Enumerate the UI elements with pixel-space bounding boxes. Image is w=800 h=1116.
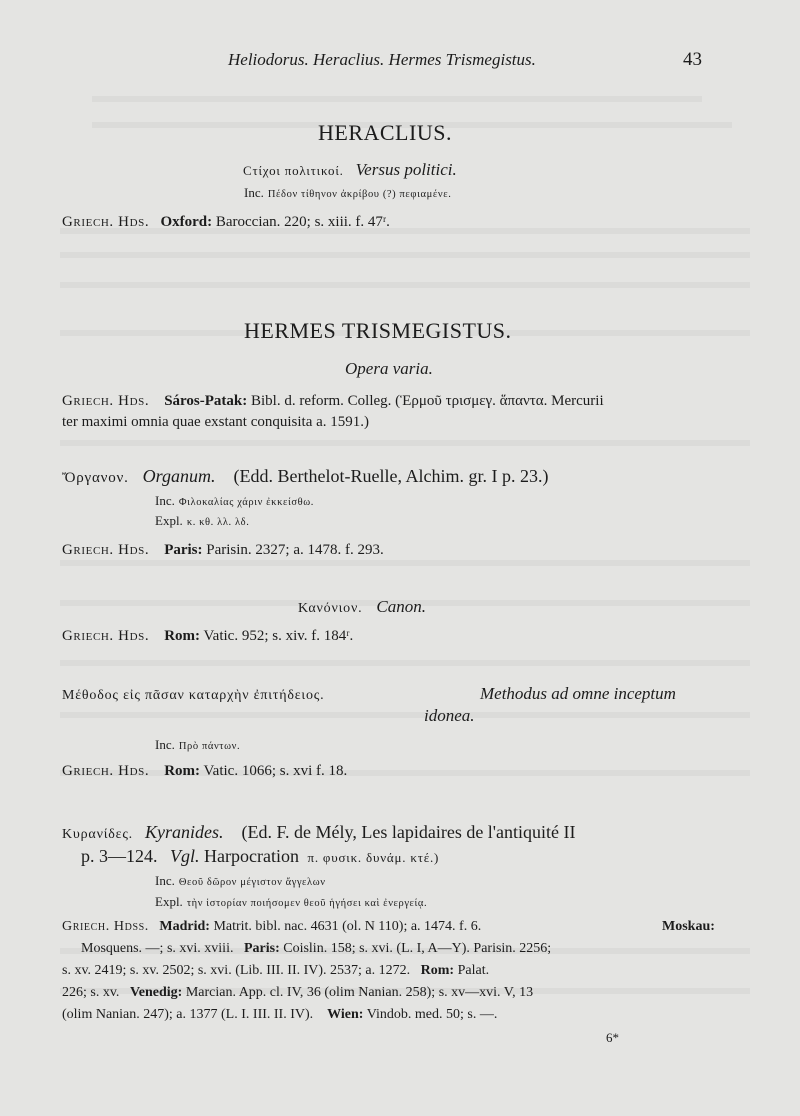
kyranides-manuscripts-line-1-end xyxy=(662,919,715,935)
methodos-title-line xyxy=(62,686,324,704)
methodos-incipit xyxy=(155,736,240,754)
methodos-latin-line-1: Methodus ad omne inceptum xyxy=(480,684,676,703)
kanonion-manuscripts xyxy=(62,628,353,645)
kyranides-edition-line-2 xyxy=(81,846,439,867)
kyranides-manuscripts-line-3 xyxy=(62,963,489,979)
hds-text: Vatic. 952; s. xiv. f. 184ʳ. xyxy=(203,628,354,644)
kyranides-latin: Kyranides. xyxy=(144,822,224,842)
running-title: Heliodorus. Heraclius. Hermes Trismegistus. xyxy=(228,50,536,69)
madrid-text: Matrit. bibl. nac. 4631 (ol. N 110); a. 1474. f. 6. xyxy=(213,919,482,934)
hds-place: Sáros-Patak: xyxy=(164,393,248,409)
kanonion-greek: Κανόνιον. xyxy=(298,601,363,616)
paris-text: Coislin. 158; s. xvi. (L. I, A—Y). Parisin. 2256; xyxy=(283,941,552,956)
hds-place: Paris: xyxy=(164,542,203,558)
heraclius-subtitle-greek: Cτίχοι πολιτικοί. xyxy=(243,163,344,178)
hds-label: Griech. Hds. xyxy=(62,393,150,409)
explicit-text: τὴν ἱστορίαν ποιήσομεν θεοῦ ἡγήσει καὶ ἐνεργείᾳ. xyxy=(186,898,428,909)
hds-place: Rom: xyxy=(164,763,201,779)
hds-text: Vatic. 1066; s. xvi f. 18. xyxy=(203,763,348,779)
kyranides-manuscripts-line-5 xyxy=(62,1007,497,1023)
heraclius-manuscripts xyxy=(62,214,390,231)
kyranides-greek: Κυρανίδες. xyxy=(62,827,133,842)
organon-manuscripts xyxy=(62,542,384,559)
incipit-text: Πέδον τίθηνον ἀκρίβου (?) πεφιαμένε. xyxy=(267,189,452,200)
edition-pages: p. 3—124. xyxy=(81,846,158,866)
kyranides-title-line xyxy=(62,822,576,843)
hds-label: Griech. Hds. xyxy=(62,542,150,558)
venedig-more-text: (olim Nanian. 247); a. 1377 (L. I. III. II. IV). xyxy=(62,1007,314,1022)
heraclius-incipit xyxy=(244,184,451,202)
methodos-latin-line-2: idonea. xyxy=(424,706,475,725)
hds-text: Baroccian. 220; s. xiii. f. 47ʳ. xyxy=(215,214,390,230)
edition-harpocration: Harpocration xyxy=(204,846,299,866)
place-wien: Wien: xyxy=(327,1007,364,1022)
page-number: 43 xyxy=(683,49,702,70)
heraclius-subtitle-latin: Versus politici. xyxy=(355,160,457,179)
inc-label: Inc. xyxy=(244,185,264,200)
organon-latin: Organum. xyxy=(142,466,216,486)
hds-text: Bibl. d. reform. Colleg. (Ἑρμοῦ τρισμεγ. ἅπαντα. Mercurii xyxy=(251,393,604,409)
rom-more-text: 226; s. xv. xyxy=(62,985,120,1000)
kanonion-latin: Canon. xyxy=(376,597,426,616)
hds-place: Rom: xyxy=(164,628,201,644)
organon-edition: (Edd. Berthelot-Ruelle, Alchim. gr. I p. 23.) xyxy=(233,466,549,486)
place-venedig: Venedig: xyxy=(129,985,183,1000)
hds-text: Parisin. 2327; a. 1478. f. 293. xyxy=(206,542,384,558)
hdss-label: Griech. Hdss. xyxy=(62,919,149,934)
paris-more-text: s. xv. 2419; s. xv. 2502; s. xvi. (Lib. III. II. IV). 2537; a. 1272. xyxy=(62,963,411,978)
kyranides-edition-line-1: (Ed. F. de Mély, Les lapidaires de l'antiquité II xyxy=(241,822,576,842)
hds-label: Griech. Hds. xyxy=(62,214,150,230)
rom-text: Palat. xyxy=(457,963,490,978)
incipit-text: Θεοῦ δῶρον μέγιστον ἄγγελων xyxy=(178,877,326,888)
hermes-heading: HERMES TRISMEGISTUS. xyxy=(244,318,512,343)
inc-label: Inc. xyxy=(155,737,175,752)
incipit-text: Φιλοκαλίας χάριν ἐκκείσθω. xyxy=(178,497,315,508)
expl-label: Expl. xyxy=(155,894,183,909)
hds-place: Oxford: xyxy=(160,214,213,230)
hermes-manuscripts-line-1 xyxy=(62,393,604,410)
place-paris: Paris: xyxy=(243,941,280,956)
organon-title-line xyxy=(62,466,548,487)
methodos-greek: Μέθοδος εἰς πᾶσαν καταρχὴν ἐπιτήδειος. xyxy=(62,688,325,703)
organon-greek: Ὄργανον. xyxy=(62,470,129,486)
hds-label: Griech. Hds. xyxy=(62,763,150,779)
kyranides-explicit xyxy=(155,893,427,911)
methodos-manuscripts xyxy=(62,763,347,780)
kyranides-manuscripts-line-1 xyxy=(62,919,481,935)
heraclius-subtitle xyxy=(243,160,457,180)
kanonion-title-line xyxy=(298,597,426,617)
kyranides-incipit xyxy=(155,872,326,890)
heraclius-heading: HERACLIUS. xyxy=(318,120,452,145)
incipit-text: Πρὸ πάντων. xyxy=(178,741,241,752)
kyranides-manuscripts-line-4 xyxy=(62,985,533,1001)
kyranides-manuscripts-line-2 xyxy=(81,941,551,957)
hermes-manuscripts-line-2: ter maximi omnia quae exstant conquisita a. 1591.) xyxy=(62,414,370,430)
expl-label: Expl. xyxy=(155,513,183,528)
wien-text: Vindob. med. 50; s. —. xyxy=(366,1007,498,1022)
place-madrid: Madrid: xyxy=(159,919,210,934)
venedig-text: Marcian. App. cl. IV, 36 (olim Nanian. 258); s. xv—xvi. V, 13 xyxy=(185,985,534,1000)
inc-label: Inc. xyxy=(155,873,175,888)
hermes-subtitle: Opera varia. xyxy=(345,359,433,378)
inc-label: Inc. xyxy=(155,493,175,508)
place-moskau: Moskau: xyxy=(662,919,715,934)
place-rom: Rom: xyxy=(420,963,455,978)
organon-explicit xyxy=(155,512,249,530)
moskau-text: Mosquens. —; s. xvi. xviii. xyxy=(81,941,234,956)
hds-label: Griech. Hds. xyxy=(62,628,150,644)
signature-mark: 6* xyxy=(606,1030,619,1045)
explicit-text: κ. κθ. λλ. λδ. xyxy=(186,517,250,528)
edition-greek-ref: π. φυσικ. δυνάμ. κτέ.) xyxy=(307,850,440,865)
edition-vgl: Vgl. xyxy=(170,846,200,866)
organon-incipit xyxy=(155,492,314,510)
